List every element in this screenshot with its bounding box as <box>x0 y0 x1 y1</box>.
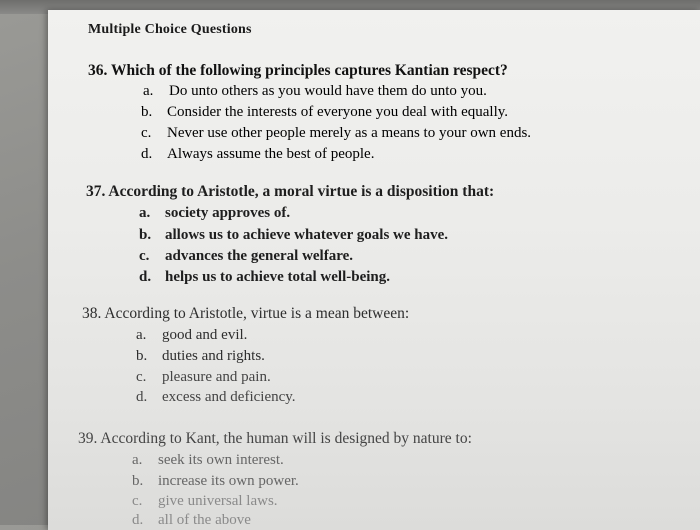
option-letter: d. <box>132 512 144 528</box>
option-text: allows us to achieve whatever goals we have. <box>165 227 449 243</box>
option-36c <box>141 125 531 142</box>
option-39a <box>132 452 284 469</box>
option-38c <box>136 369 271 386</box>
option-letter: a. <box>139 205 151 221</box>
question-stem: 38. According to Aristotle, virtue is a mean between: <box>82 305 410 322</box>
question-stem: 39. According to Kant, the human will is designed by nature to: <box>78 430 472 447</box>
page-heading: Multiple Choice Questions <box>88 22 252 37</box>
option-37b <box>139 227 448 244</box>
option-37c <box>139 248 353 265</box>
option-letter: c. <box>139 248 150 264</box>
option-letter: b. <box>139 227 152 243</box>
option-37d <box>139 269 390 286</box>
option-text: good and evil. <box>162 327 248 343</box>
option-38a <box>136 327 247 344</box>
option-letter: a. <box>132 452 143 468</box>
option-letter: c. <box>132 493 143 509</box>
question-37 <box>86 183 494 201</box>
option-text: pleasure and pain. <box>162 369 271 385</box>
option-letter: b. <box>132 473 144 489</box>
option-letter: c. <box>141 125 152 141</box>
option-36b <box>141 104 508 121</box>
option-text: excess and deficiency. <box>162 389 296 405</box>
option-text: society approves of. <box>165 205 291 221</box>
option-39b <box>132 473 299 490</box>
option-38d <box>136 389 296 406</box>
option-letter: a. <box>143 83 154 99</box>
option-38b <box>136 348 265 365</box>
option-text: seek its own interest. <box>158 452 284 468</box>
option-text: duties and rights. <box>162 348 265 364</box>
question-39 <box>78 430 472 448</box>
option-39c <box>132 493 278 510</box>
option-text: Do unto others as you would have them do unto you. <box>169 83 487 99</box>
option-text: helps us to achieve total well-being. <box>165 269 390 285</box>
option-letter: b. <box>141 104 153 120</box>
option-letter: b. <box>136 348 148 364</box>
option-text: Consider the interests of everyone you deal with equally. <box>167 104 509 120</box>
question-stem: 37. According to Aristotle, a moral virtue is a disposition that: <box>86 183 495 200</box>
option-37a <box>139 205 290 222</box>
option-letter: d. <box>141 146 153 162</box>
option-39d <box>132 512 251 529</box>
question-36 <box>88 62 508 80</box>
option-text: advances the general welfare. <box>165 248 354 264</box>
option-36d <box>141 146 374 163</box>
option-letter: d. <box>139 269 152 285</box>
option-36a <box>143 83 487 100</box>
option-letter: d. <box>136 389 148 405</box>
option-letter: a. <box>136 327 147 343</box>
option-text: increase its own power. <box>158 473 299 489</box>
option-letter: c. <box>136 369 147 385</box>
option-text: give universal laws. <box>158 493 278 509</box>
question-38 <box>82 305 409 323</box>
question-stem: 36. Which of the following principles captures Kantian respect? <box>88 62 508 79</box>
option-text: all of the above <box>158 512 251 528</box>
option-text: Always assume the best of people. <box>167 146 375 162</box>
option-text: Never use other people merely as a means to your own ends. <box>167 125 532 141</box>
